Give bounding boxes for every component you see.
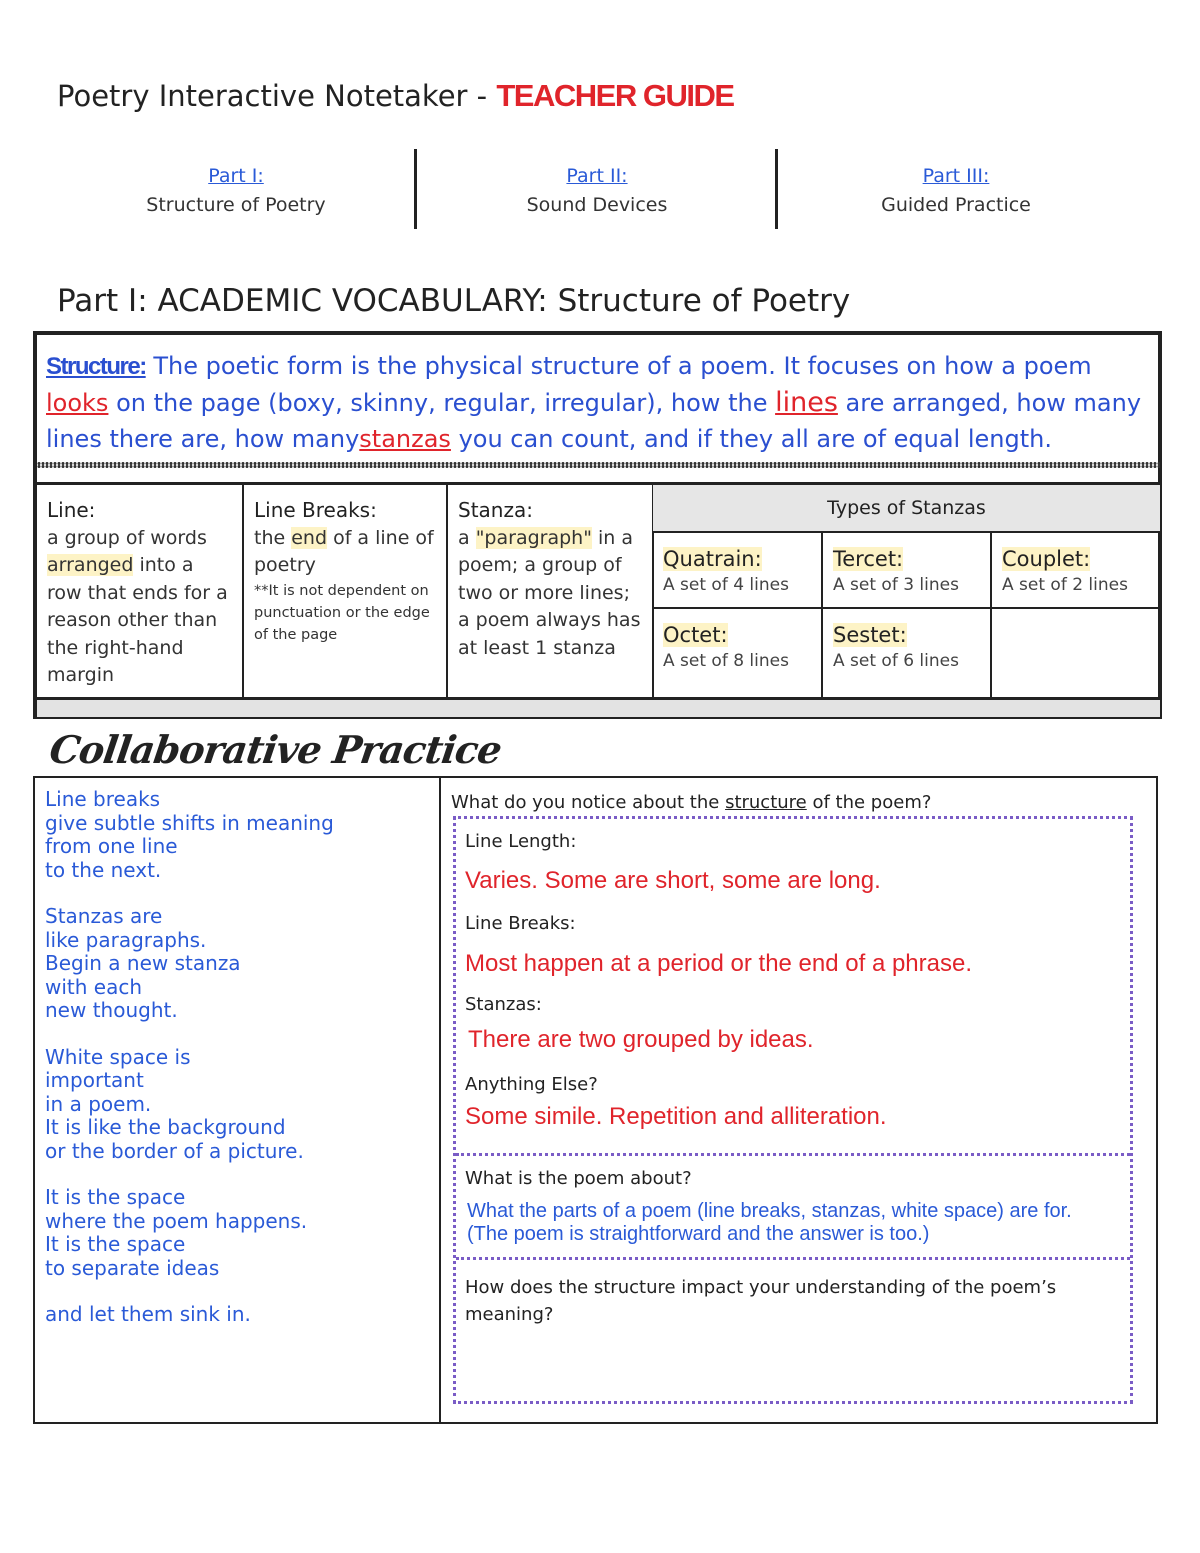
poem-stanza-1 [45,788,425,882]
poem-line: where the poem happens. [45,1208,308,1233]
keyword-stanzas: stanzas [359,425,451,453]
teacher-guide-label: TEACHER GUIDE [496,78,734,113]
part-2-subtitle: Sound Devices [526,194,668,216]
poem-stanza-3 [45,1046,425,1164]
def-line-breaks [254,525,436,580]
poem-line: White space is [45,1044,191,1069]
def-text: a [458,526,476,549]
highlighted-word: end [291,526,328,549]
keyword-looks: looks [46,389,109,417]
line-length-label: Line Length: [465,831,577,852]
def-text: the [254,526,292,549]
term-line: Line: [47,498,96,522]
gray-footer-bar [37,697,1160,717]
stanza-type-desc: A set of 8 lines [663,651,789,671]
structure-definition [46,348,1151,457]
question-text: of the poem? [806,792,932,813]
highlighted-word: arranged [47,554,134,576]
poem-line: to the next. [45,857,162,882]
poem-line: in a poem. [45,1091,152,1116]
poem-line: important [45,1068,144,1092]
poem-text [45,788,425,1350]
poem-stanza-4 [45,1186,425,1280]
nav-divider [414,149,417,229]
stanza-type-name: Octet: [663,623,728,647]
line-length-answer[interactable]: Varies. Some are short, some are long. [465,867,881,894]
structure-text-3: are arranged, how many lines there are, how many [46,389,1142,453]
poem-about-answer[interactable]: What the parts of a poem (line breaks, stanzas, white space) are for. (The poem is straightforward and the answer is too.) [467,1200,1072,1245]
def-text: of a line of poetry [254,526,434,576]
stanza-type-desc: A set of 4 lines [663,575,789,595]
page-title [57,78,734,114]
keyword-lines: lines [775,387,838,418]
poem-line: It is like the background [45,1115,286,1139]
part-3-nav[interactable] [806,162,1106,220]
question-underlined: structure [725,792,807,813]
vocab-stanza [448,485,654,697]
poem-line: like paragraphs. [45,927,207,952]
def-stanza [458,525,642,663]
highlighted-word: "paragraph" [475,526,592,549]
stanza-type-desc: A set of 2 lines [1002,575,1128,595]
stanzas-label: Stanzas: [465,994,542,1015]
poem-line: or the border of a picture. [45,1138,304,1163]
structure-label: Structure: [46,353,146,380]
stanza-types-heading: Types of Stanzas [653,485,1160,533]
stanza-type-desc: A set of 3 lines [833,575,959,595]
section-heading: Part I: ACADEMIC VOCABULARY: Structure of Poetry [57,283,851,319]
def-text: in a poem; a group of two or more lines; a poem always has at least 1 stanza [458,526,641,659]
title-text: Poetry Interactive Notetaker - [57,79,497,113]
stanza-type-octet [653,609,822,685]
dotted-divider [37,462,1160,468]
poem-line: Stanzas are [45,904,163,928]
anything-else-answer[interactable]: Some simile. Repetition and alliteration. [465,1103,887,1130]
stanza-type-tercet [823,533,992,609]
impact-question: How does the structure impact your understanding of the poem’s meaning? [465,1277,1057,1325]
poem-line: and let them sink in. [45,1302,251,1326]
poem-line: It is the space [45,1185,186,1209]
line-breaks-answer[interactable]: Most happen at a period or the end of a phrase. [465,950,973,977]
def-line [47,525,232,690]
part-1-nav[interactable] [86,162,386,220]
answer-separator [456,1257,1130,1260]
line-breaks-label: Line Breaks: [465,913,576,934]
poem-line: to separate ideas [45,1255,220,1280]
poem-line: new thought. [45,998,178,1022]
poem-line: Line breaks [45,787,161,811]
line-breaks-note: **It is not dependent on punctuation or the edge of the page [254,582,430,643]
nav-divider [775,149,778,229]
term-stanza: Stanza: [458,498,533,522]
stanza-type-couplet [992,533,1161,609]
stanza-type-name: Tercet: [833,547,904,571]
part-1-subtitle: Structure of Poetry [146,194,326,216]
part-3-subtitle: Guided Practice [881,194,1031,216]
poem-line: give subtle shifts in meaning [45,810,334,835]
collaborative-practice-title: Collaborative Practice [46,727,504,772]
poem-line: Begin a new stanza [45,951,241,975]
vocab-line-breaks [244,485,448,697]
stanzas-answer[interactable]: There are two grouped by ideas. [468,1026,814,1053]
structure-question [451,792,931,813]
stanza-type-sestet [823,609,992,685]
answer-separator [456,1153,1130,1156]
stanza-type-name: Couplet: [1002,547,1091,571]
term-line-breaks: Line Breaks: [254,498,377,522]
structure-text-1: The poetic form is the physical structure of a poem. It focuses on how a poem [145,352,1092,380]
def-text: a group of words [47,526,207,549]
poem-about-label: What is the poem about? [465,1168,692,1189]
part-2-link[interactable]: Part II: [566,165,628,187]
anything-else-label: Anything Else? [465,1074,598,1095]
column-divider [439,777,441,1423]
poem-line: with each [45,974,143,999]
part-3-link[interactable]: Part III: [922,165,990,187]
part-2-nav[interactable] [447,162,747,220]
structure-text-2: on the page (boxy, skinny, regular, irregular), how the [108,389,776,417]
stanza-type-quatrain [653,533,822,609]
part-1-link[interactable]: Part I: [208,165,264,187]
stanza-type-name: Sestet: [833,623,907,647]
poem-line: It is the space [45,1232,186,1256]
poem-stanza-5 [45,1303,425,1327]
structure-text-4: you can count, and if they all are of equal length. [450,425,1052,453]
poem-line: from one line [45,834,178,858]
stanza-type-name: Quatrain: [663,547,762,571]
question-text: What do you notice about the [451,792,726,813]
poem-stanza-2 [45,905,425,1023]
vocab-line [37,485,244,697]
def-text: into a row that ends for a reason other than the right-hand margin [47,554,228,686]
stanza-type-desc: A set of 6 lines [833,651,959,671]
